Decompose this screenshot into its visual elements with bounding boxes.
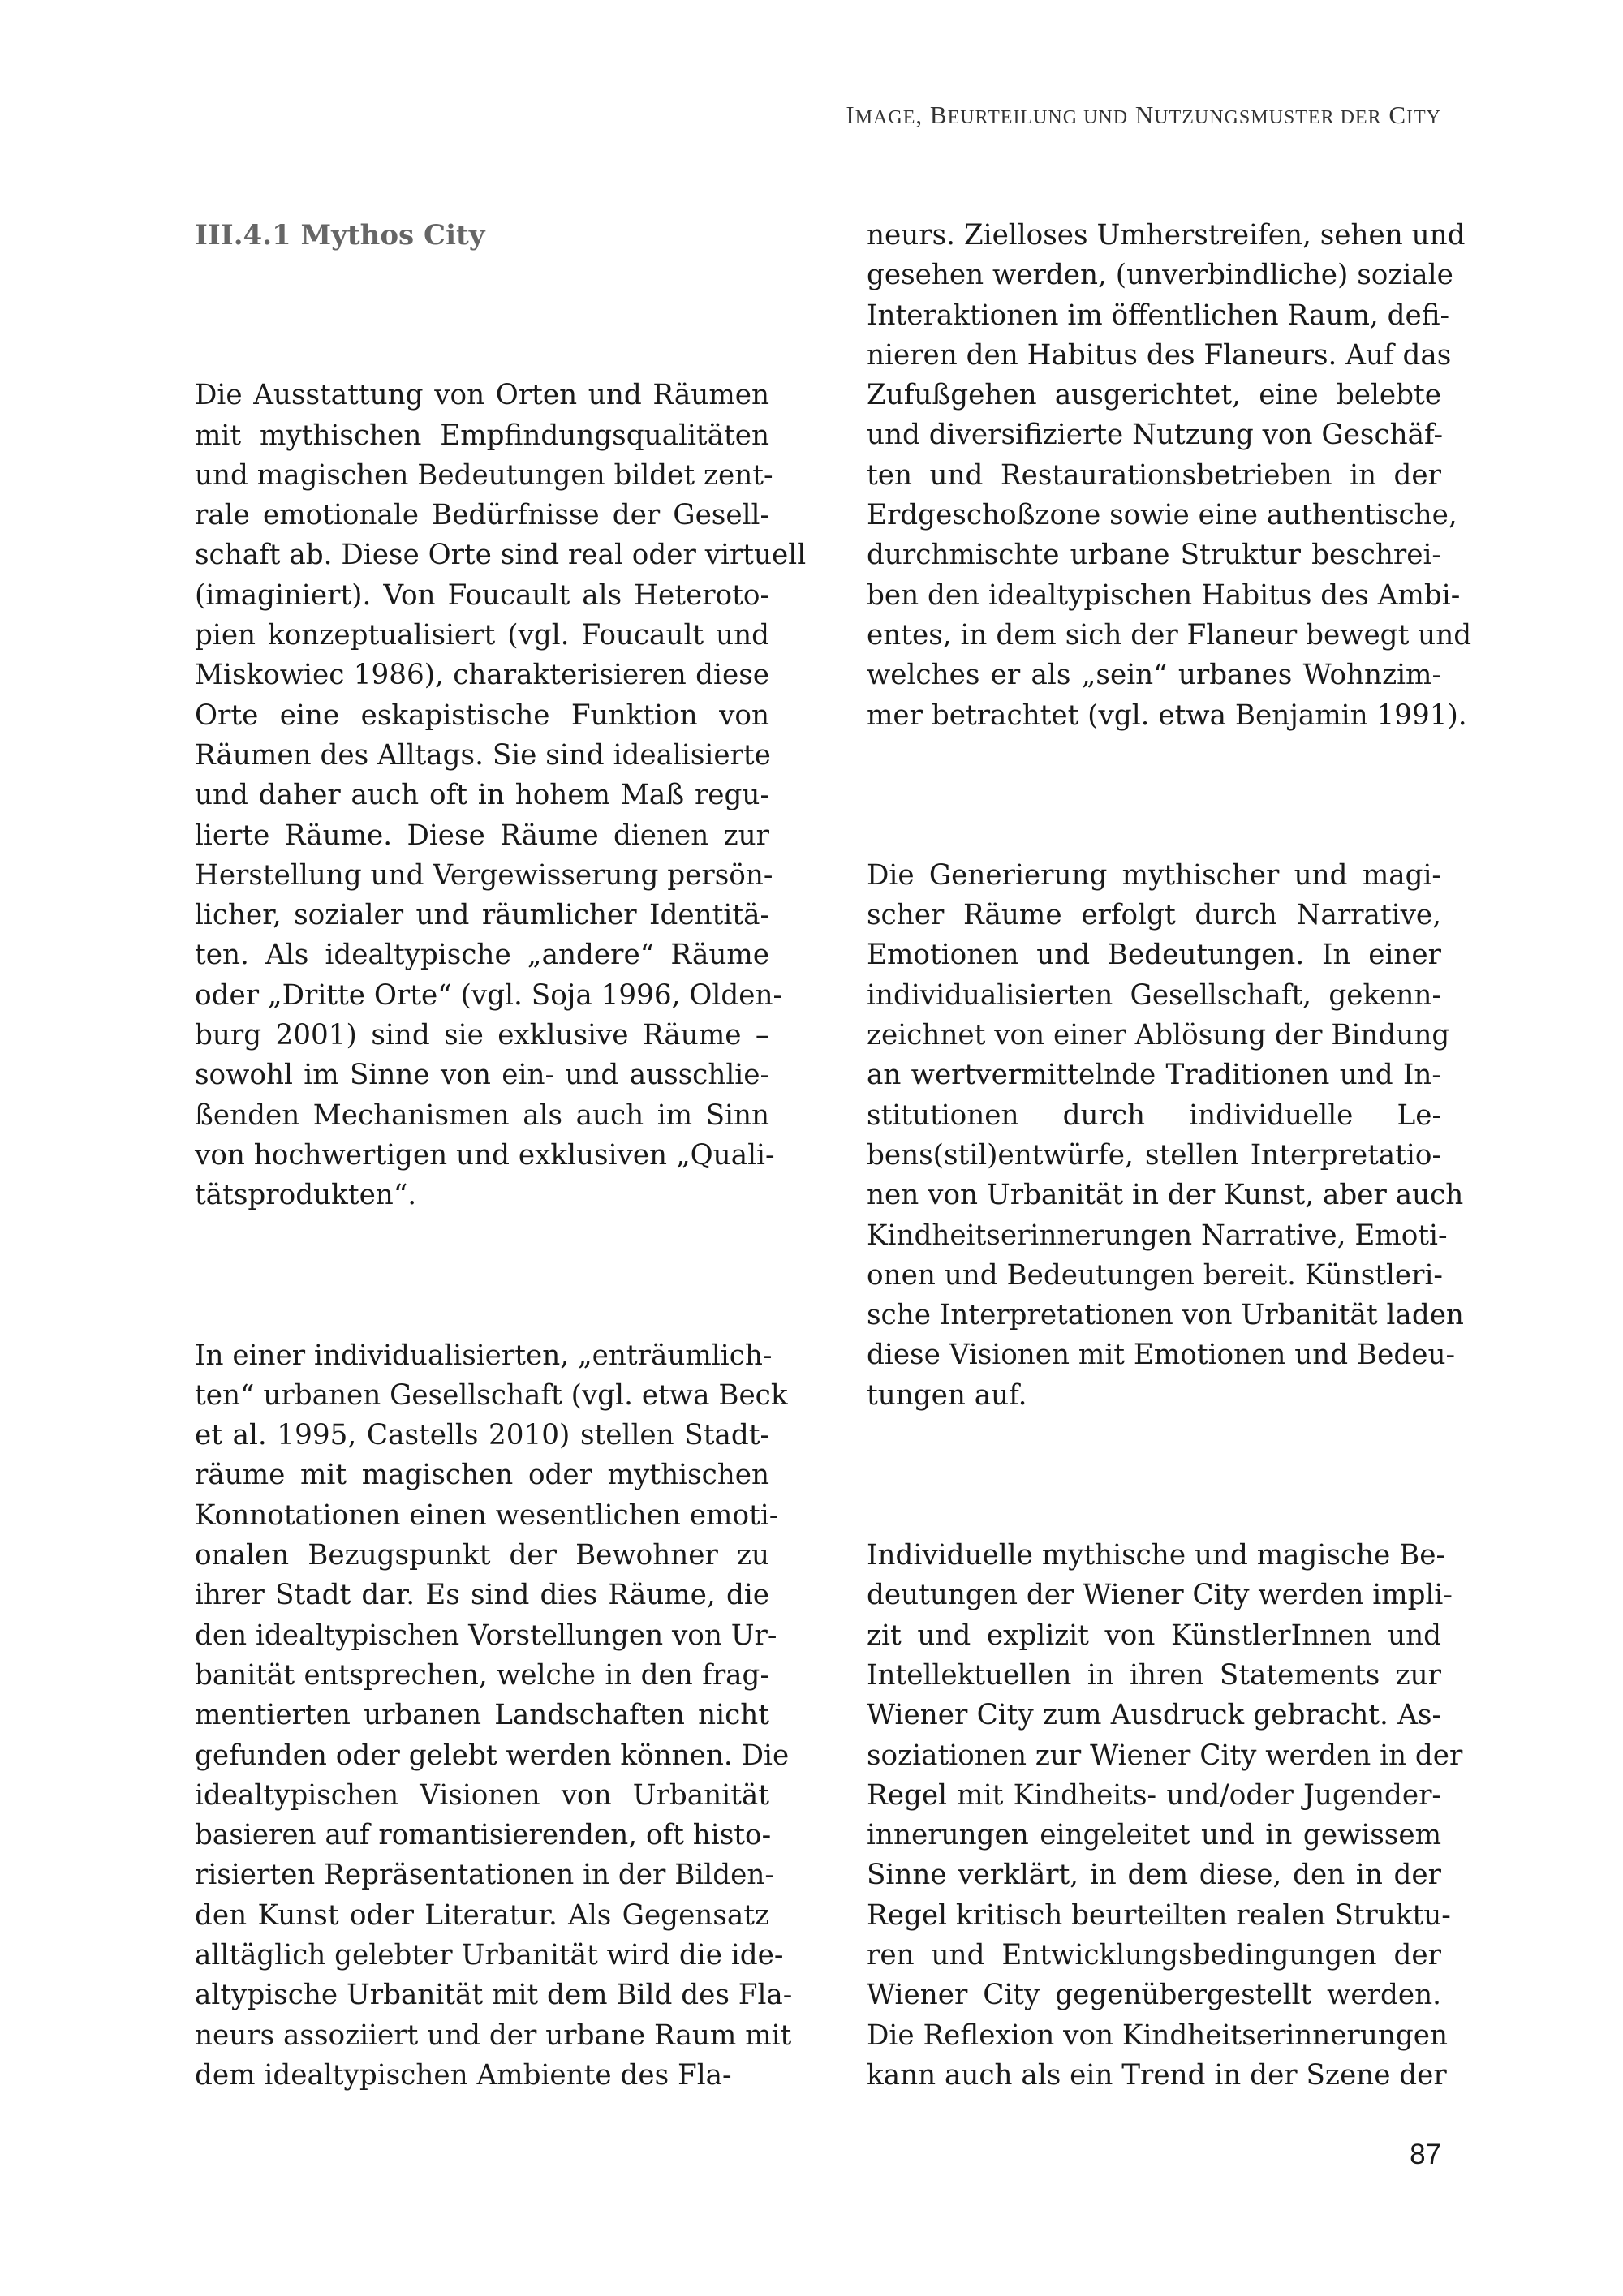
text-line: zeichnet von einer Ablösung der Bindung [867, 1019, 1450, 1052]
text-line: sowohl im Sinne von ein- und ausschlie- [195, 1059, 769, 1092]
text-line: individualisierten Gesellschaft, gekenn- [867, 978, 1441, 1012]
text-line: deutungen der Wiener City werden impli- [867, 1579, 1453, 1612]
text-line: basieren auf romantisierenden, oft histo- [195, 1819, 772, 1852]
text-line: scher Räume erfolgt durch Narrative, [867, 899, 1441, 932]
running-head-part: I [846, 101, 855, 129]
text-line: nieren den Habitus des Flaneurs. Auf das [867, 338, 1452, 372]
text-line: pien konzeptualisiert (vgl. Foucault und [195, 619, 769, 652]
text-line: welches er als „sein“ urbanes Wohnzim- [867, 659, 1441, 692]
page-number: 87 [1410, 2139, 1441, 2170]
text-line: schaft ab. Diese Orte sind real oder virtuell [195, 539, 807, 572]
text-line: diese Visionen mit Emotionen und Bedeu- [867, 1339, 1456, 1372]
text-line: dem idealtypischen Ambiente des Fla- [195, 2058, 732, 2092]
text-line: an wertvermittelnde Traditionen und In- [867, 1059, 1441, 1092]
running-head-part: ITY [1406, 107, 1441, 128]
text-line: (imaginiert). Von Foucault als Heteroto- [195, 578, 769, 612]
text-line: innerungen eingeleitet und in gewissem [867, 1819, 1441, 1852]
text-line: alltäglich gelebter Urbanität wird die ide- [195, 1938, 784, 1971]
text-line: sche Interpretationen von Urbanität laden [867, 1299, 1464, 1332]
text-line: mit mythischen Empfindungsqualitäten [195, 419, 769, 452]
text-line: ten“ urbanen Gesellschaft (vgl. etwa Beck [195, 1378, 788, 1412]
text-line: altypische Urbanität mit dem Bild des Fla- [195, 1979, 793, 2012]
right-column-paragraph [867, 856, 1464, 1416]
text-line: Zufußgehen ausgerichtet, eine belebte [867, 379, 1441, 412]
text-line: Orte eine eskapistische Funktion von [195, 699, 769, 732]
text-line: Regel kritisch beurteilten realen Struktu- [867, 1898, 1451, 1932]
right-column-paragraph [867, 1536, 1463, 2096]
running-head-part: , B [915, 101, 948, 129]
text-line: idealtypischen Visionen von Urbanität [195, 1778, 769, 1812]
left-column-paragraphs [195, 376, 807, 2096]
running-head-part: C [1381, 101, 1407, 129]
text-line: mentierten urbanen Landschaften nicht [195, 1699, 769, 1732]
text-line: Individuelle mythische und magische Be- [867, 1539, 1446, 1572]
text-line: bens(stil)entwürfe, stellen Interpretatio- [867, 1138, 1441, 1172]
running-head-part: MAGE [855, 107, 916, 128]
right-column-paragraphs [867, 216, 1472, 2096]
text-line: nen von Urbanität in der Kunst, aber auch [867, 1179, 1464, 1212]
section-heading: III.4.1 Mythos City [195, 219, 485, 252]
running-head [846, 101, 1441, 130]
text-line: den Kunst oder Literatur. Als Gegensatz [195, 1898, 769, 1932]
text-line: Wiener City gegenübergestellt werden. [867, 1979, 1441, 2012]
text-line: räume mit magischen oder mythischen [195, 1459, 769, 1492]
text-line: Miskowiec 1986), charakterisieren diese [195, 659, 769, 692]
text-line: Interaktionen im öffentlichen Raum, defi- [867, 299, 1450, 332]
text-line: lierte Räume. Diese Räume dienen zur [195, 819, 769, 852]
text-line: durchmischte urbane Struktur beschrei- [867, 539, 1441, 572]
text-line: und diversifizierte Nutzung von Geschäf- [867, 419, 1444, 452]
text-line: rale emotionale Bedürfnisse der Gesell- [195, 499, 769, 532]
text-line: Erdgeschoßzone sowie eine authentische, [867, 499, 1457, 532]
text-line: den idealtypischen Vorstellungen von Ur- [195, 1619, 777, 1652]
text-line: tungen auf. [867, 1378, 1027, 1412]
text-line: tätsprodukten“. [195, 1179, 417, 1212]
text-line: ten. Als idealtypische „andere“ Räume [195, 939, 769, 972]
text-line: Die Generierung mythischer und magi- [867, 858, 1441, 892]
left-column-paragraph [195, 376, 807, 1215]
text-line: neurs. Zielloses Umherstreifen, sehen und [867, 219, 1466, 252]
text-line: Intellektuellen in ihren Statements zur [867, 1658, 1441, 1692]
text-line: Wiener City zum Ausdruck gebracht. As- [867, 1699, 1441, 1732]
text-line: onen und Bedeutungen bereit. Künstleri- [867, 1258, 1443, 1292]
paragraph-gap [195, 1216, 769, 1336]
text-line: ten und Restaurationsbetrieben in der [867, 458, 1441, 492]
running-head-part: EURTEILUNG UND [947, 107, 1129, 128]
paragraph-gap [867, 736, 1441, 856]
text-line: Die Ausstattung von Orten und Räumen [195, 379, 769, 412]
right-column [867, 216, 1472, 2096]
text-line: neurs assoziiert und der urbane Raum mit [195, 2019, 792, 2052]
text-line: risierten Repräsentationen in der Bilden- [195, 1859, 774, 1892]
text-line: ihrer Stadt dar. Es sind dies Räume, die [195, 1579, 769, 1612]
text-line: onalen Bezugspunkt der Bewohner zu [195, 1539, 769, 1572]
text-line: Kindheitserinnerungen Narrative, Emoti- [867, 1219, 1448, 1252]
text-line: In einer individualisierten, „enträumlich- [195, 1339, 773, 1372]
text-line: und daher auch oft in hohem Maß regu- [195, 779, 769, 812]
text-line: entes, in dem sich der Flaneur bewegt und [867, 618, 1472, 651]
running-head-part: UTZUNGSMUSTER DER [1154, 107, 1382, 128]
text-line: Konnotationen einen wesentlichen emoti- [195, 1498, 779, 1532]
text-line: Räumen des Alltags. Sie sind idealisierte [195, 738, 771, 772]
text-line: gesehen werden, (unverbindliche) soziale [867, 259, 1453, 292]
text-line: mer betrachtet (vgl. etwa Benjamin 1991). [867, 699, 1467, 732]
left-column [195, 216, 807, 2096]
text-line: von hochwertigen und exklusiven „Quali- [195, 1138, 775, 1172]
text-line: ßenden Mechanismen als auch im Sinn [195, 1099, 769, 1132]
text-line: kann auch als ein Trend in der Szene der [867, 2058, 1447, 2092]
text-line: oder „Dritte Orte“ (vgl. Soja 1996, Olden- [195, 978, 783, 1012]
text-line: Die Reflexion von Kindheitserinnerungen [867, 2019, 1449, 2052]
text-line: und magischen Bedeutungen bildet zent- [195, 458, 773, 492]
text-line: ren und Entwicklungsbedingungen der [867, 1938, 1441, 1971]
right-column-paragraph [867, 216, 1472, 736]
text-line: Sinne verklärt, in dem diese, den in der [867, 1859, 1441, 1892]
text-line: ben den idealtypischen Habitus des Ambi- [867, 578, 1461, 612]
running-head-part: N [1128, 101, 1155, 129]
text-line: licher, sozialer und räumlicher Identitä- [195, 899, 769, 932]
paragraph-gap [867, 1416, 1441, 1536]
text-line: soziationen zur Wiener City werden in der [867, 1739, 1463, 1772]
text-line: zit und explizit von KünstlerInnen und [867, 1619, 1441, 1652]
left-column-paragraph [195, 1336, 793, 2096]
text-line: Herstellung und Vergewisserung persön- [195, 858, 773, 892]
text-line: Regel mit Kindheits- und/oder Jugender- [867, 1778, 1441, 1812]
text-line: banität entsprechen, welche in den frag- [195, 1658, 769, 1692]
text-line: Emotionen und Bedeutungen. In einer [867, 939, 1441, 972]
text-line: burg 2001) sind sie exklusive Räume – [195, 1019, 769, 1052]
text-line: stitutionen durch individuelle Le- [867, 1099, 1441, 1132]
text-line: et al. 1995, Castells 2010) stellen Stadt- [195, 1419, 769, 1452]
text-line: gefunden oder gelebt werden können. Die [195, 1739, 790, 1772]
